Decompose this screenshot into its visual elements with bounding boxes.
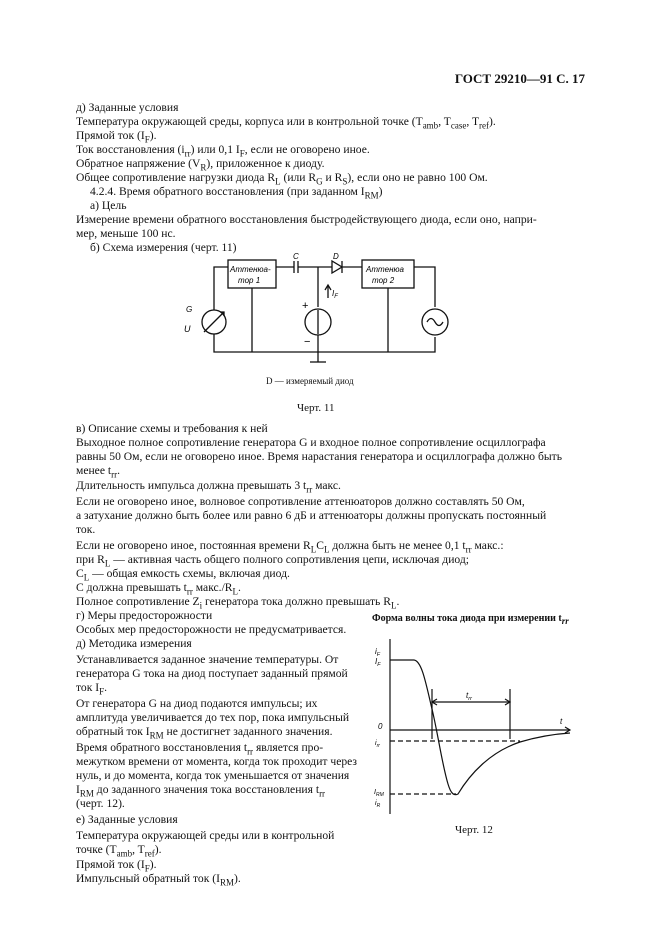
desc-p3b: а затухание должно быть более или равно 6 дБ и аттенюаторы должны пропускать постоянный [76,509,547,522]
desc-p7: C должна превышать $t_{rr}$ $макс./R_L$. [76,581,241,597]
desc-p8: Полное сопротивление $Z_i$ генератора тока должно превышать $R_L$. [76,595,400,611]
axis-label-IRM: $I_{RM}$ [374,789,384,798]
generator-label: G [186,305,193,314]
figure12-title: Форма волны тока диода при измерении $t_{rr}$ [372,613,569,626]
aim-text-2: мер, меньше 100 нс. [76,227,176,240]
conditions-load-resistance: Общее сопротивление нагрузки диода $R_L$ (или $R_G$ и $R_S$), если оно не равно 100 Ом. [76,171,488,187]
desc-p3c: ток. [76,523,96,536]
method-4: От генератора G на диод подаются импульсы; их [76,697,318,710]
conditions-forward-current: Прямой ток $(I_F)$. [76,129,157,145]
axis-label-t: t [560,717,563,726]
trr-label: $t_{rr}$ [466,691,472,702]
figure11-legend: D — измеряемый диод [266,376,354,386]
desc-p2: Длительность импульса должна превышать 3 $t_{rr}$ макс. [76,479,341,495]
current-label: $I_F$ [332,289,338,300]
plus-sign: + [302,300,309,312]
desc-p1b: равны 50 Ом, если не оговорено иное. Время нарастания генератора и осциллографа должно быть [76,450,563,463]
method-5: амплитуда увеличивается до тех пор, пока импульсный [76,711,350,724]
section-title: 4.2.4. Время обратного восстановления (при заданном $I_{RM}$) [90,185,383,201]
method-8: межутком времени от момента, когда ток проходит через [76,755,358,768]
generator-symbol: U [184,324,191,334]
attenuator1-label-2: тор 1 [238,276,261,285]
aim-text-1: Измерение времени обратного восстановления быстродействующего диода, если оно, напри- [76,213,537,226]
method-title: д) Методика измерения [76,637,192,650]
precautions-title: г) Меры предосторожности [76,609,213,622]
minus-sign: − [304,336,311,348]
axis-label-iF-lower: $i_F$ [375,647,381,658]
axis-label-irr: $i_{rr}$ [375,740,380,749]
conditions-title: д) Заданные условия [76,101,179,114]
page-header: ГОСТ 29210—91 С. 17 [454,71,585,86]
method-11: (черт. 12). [76,797,125,810]
desc-p5: при $R_L$ — активная часть общего полного сопротивления цепи, исключая диод; [76,553,469,569]
given-4: Импульсный обратный ток $(I_{RM})$. [76,872,241,888]
given-1: Температура окружающей среды или в контрольной [76,829,335,842]
precautions-text: Особых мер предосторожности не предусматривается. [76,623,347,636]
axis-label-IF: $I_F$ [375,657,381,668]
method-6: обратный ток $I_{RM}$ не достигнет заданного значения. [76,725,333,741]
given-3: Прямой ток $(I_F)$. [76,858,157,874]
waveform-diagram [370,634,585,819]
method-3: ток $I_F$. [76,681,108,697]
scheme-title: б) Схема измерения (черт. 11) [90,241,237,254]
given-2: точке ($T_{amb}$, $T_{ref}$). [76,843,162,859]
axis-label-iR: $i_R$ [375,800,381,809]
axis-label-zero: 0 [378,722,383,731]
attenuator2-label: Аттенюа [366,265,404,274]
desc-p6: $C_L$ — общая емкость схемы, включая диод. [76,567,290,583]
attenuator1-label: Аттенюа- [230,265,271,274]
conditions-recovery-current: Ток восстановления $(i_{rr})$ или 0,1 $I_F$, если не оговорено иное. [76,143,370,159]
conditions-reverse-voltage: Обратное напряжение $(V_R)$, приложенное к диоду. [76,157,325,173]
method-9: нуль, и до момента, когда ток уменьшается от значения [76,769,350,782]
desc-p3a: Если не оговорено иное, волновое сопротивление аттенюаторов должно составлять 50 Ом, [76,495,525,508]
figure12-caption: Черт. 12 [455,824,493,836]
desc-p1a: Выходное полное сопротивление генератора G и входное полное сопротивление осциллографа [76,436,546,449]
method-1: Устанавливается заданное значение температуры. От [76,653,339,666]
capacitor-label: C [293,252,299,261]
desc-p4: Если не оговорено иное, постоянная времени $R_LC_L$ должна быть не менее 0,1 $t_{rr}$ макс.: [76,539,504,555]
method-7: Время обратного восстановления $t_{rr}$ является про- [76,741,324,757]
circuit-diagram [170,252,470,372]
conditions-temperature: Температура окружающей среды, корпуса или в контрольной точке ($T_{amb}$, $T_{case}$, $T_{ref}$). [76,115,496,131]
description-title: в) Описание схемы и требования к ней [76,422,268,435]
aim-title: а) Цель [90,199,127,212]
diode-label: D [333,252,339,261]
method-2: генератора G тока на диод поступает заданный прямой [76,667,348,680]
attenuator2-label-2: тор 2 [372,276,395,285]
desc-p1c: менее $t_{rr}$. [76,464,121,480]
given-conditions-title: е) Заданные условия [76,813,178,826]
figure11-caption: Черт. 11 [297,402,335,414]
method-10: $I_{RM}$ до заданного значения тока восстановления $t_{rr}$ [76,783,326,799]
